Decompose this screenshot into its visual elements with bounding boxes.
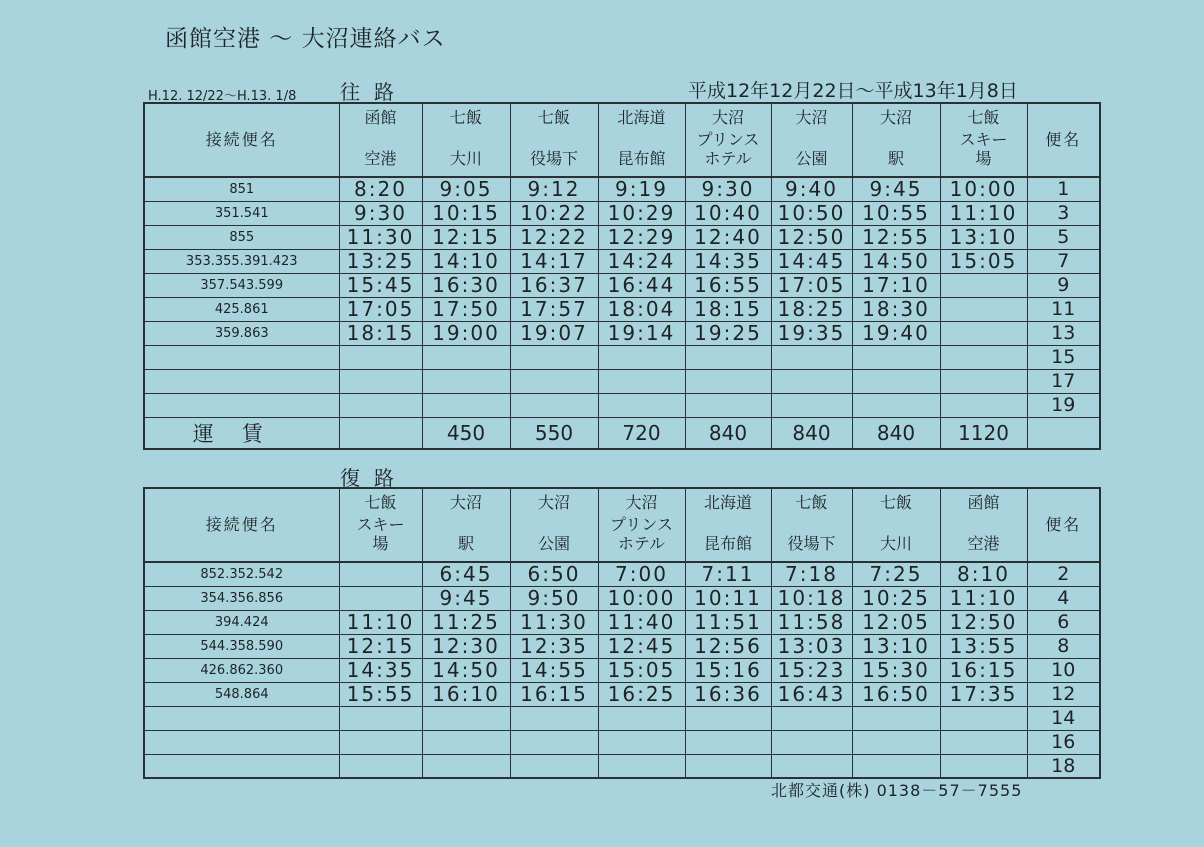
time-cell (685, 369, 771, 393)
time-cell: 12:50 (940, 610, 1027, 634)
time-cell (422, 706, 510, 730)
run-number-cell: 8 (1027, 634, 1100, 658)
stop-header (940, 488, 1027, 562)
time-cell (598, 706, 685, 730)
time-cell (598, 345, 685, 369)
time-cell: 15:05 (940, 249, 1027, 273)
stop-name-line (511, 131, 598, 150)
time-cell: 16:55 (685, 273, 771, 297)
time-cell (685, 706, 771, 730)
stop-name-line: 北海道 (703, 492, 752, 512)
run-number-cell: 14 (1027, 706, 1100, 730)
stop-name-line: スキー (356, 514, 405, 534)
time-cell (940, 297, 1027, 321)
fare-cell: 720 (598, 417, 685, 449)
time-cell (940, 730, 1027, 754)
stop-name-line: 七飯 (967, 107, 1000, 127)
connection-header: 接続便名 (144, 103, 339, 177)
time-cell: 16:15 (940, 658, 1027, 682)
time-cell: 12:05 (852, 610, 940, 634)
time-cell: 9:50 (510, 586, 598, 610)
time-cell: 11:40 (598, 610, 685, 634)
time-cell (339, 706, 422, 730)
time-cell (940, 754, 1027, 778)
table-row (144, 562, 1100, 586)
time-cell (598, 369, 685, 393)
time-cell (940, 321, 1027, 345)
time-cell (339, 754, 422, 778)
fare-cell (339, 417, 422, 449)
time-cell: 16:36 (685, 682, 771, 706)
outbound-label: 往路 (340, 80, 408, 104)
connection-cell (144, 345, 339, 369)
table-row (144, 177, 1100, 201)
time-cell (940, 369, 1027, 393)
time-cell: 12:15 (422, 225, 510, 249)
table-row (144, 249, 1100, 273)
table-row (144, 225, 1100, 249)
time-cell (940, 345, 1027, 369)
time-cell: 11:51 (685, 610, 771, 634)
time-cell (771, 369, 852, 393)
stop-name-line: 七飯 (364, 492, 397, 512)
time-cell (339, 586, 422, 610)
time-cell: 7:11 (685, 562, 771, 586)
stop-name-line: 函館 (364, 107, 397, 127)
time-cell: 9:45 (852, 177, 940, 201)
stop-name-line: 昆布館 (617, 148, 666, 168)
stop-name-line: ホテル (617, 533, 666, 553)
time-cell: 13:10 (940, 225, 1027, 249)
stop-name-line: 七飯 (795, 492, 828, 512)
time-cell: 10:29 (598, 201, 685, 225)
run-number-cell: 6 (1027, 610, 1100, 634)
time-cell: 14:24 (598, 249, 685, 273)
time-cell (339, 562, 422, 586)
time-cell: 16:25 (598, 682, 685, 706)
time-cell (422, 369, 510, 393)
time-cell: 13:10 (852, 634, 940, 658)
time-cell: 10:18 (771, 586, 852, 610)
stop-header (685, 488, 771, 562)
run-number-cell: 17 (1027, 369, 1100, 393)
time-cell: 16:43 (771, 682, 852, 706)
stop-name-line (772, 516, 852, 535)
time-cell (940, 706, 1027, 730)
time-cell (685, 730, 771, 754)
time-cell: 14:17 (510, 249, 598, 273)
time-cell (852, 730, 940, 754)
time-cell (771, 730, 852, 754)
time-cell (510, 369, 598, 393)
time-cell: 7:00 (598, 562, 685, 586)
time-cell: 18:04 (598, 297, 685, 321)
time-cell: 18:15 (339, 321, 422, 345)
table-row (144, 586, 1100, 610)
time-cell: 17:50 (422, 297, 510, 321)
stop-name-line (941, 516, 1027, 535)
table-row (144, 321, 1100, 345)
run-number-cell: 15 (1027, 345, 1100, 369)
time-cell (940, 273, 1027, 297)
time-cell: 9:05 (422, 177, 510, 201)
run-number-header: 便名 (1027, 488, 1100, 562)
table-row (144, 754, 1100, 778)
fare-cell: 550 (510, 417, 598, 449)
time-cell: 14:35 (685, 249, 771, 273)
fare-cell: 840 (852, 417, 940, 449)
time-cell: 16:15 (510, 682, 598, 706)
time-cell: 13:25 (339, 249, 422, 273)
time-cell: 19:00 (422, 321, 510, 345)
stop-name-line: 大沼 (711, 107, 744, 127)
run-number-cell: 16 (1027, 730, 1100, 754)
table-row (144, 730, 1100, 754)
time-cell: 14:35 (339, 658, 422, 682)
time-cell: 9:30 (339, 201, 422, 225)
stop-name-line: 大川 (879, 533, 912, 553)
period-short: H.12. 12/22～H.13. 1/8 (148, 89, 297, 104)
stop-header (940, 103, 1027, 177)
connection-cell: 548.864 (144, 682, 339, 706)
stop-header (771, 103, 852, 177)
time-cell: 19:35 (771, 321, 852, 345)
connection-cell: 351.541 (144, 201, 339, 225)
stop-name-line: 七飯 (879, 492, 912, 512)
stop-name-line: 役場下 (787, 533, 836, 553)
time-cell: 10:55 (852, 201, 940, 225)
stop-name-line (423, 516, 510, 535)
time-cell: 12:56 (685, 634, 771, 658)
run-number-cell: 18 (1027, 754, 1100, 778)
time-cell (771, 393, 852, 417)
time-cell: 12:50 (771, 225, 852, 249)
stop-name-line: 公園 (795, 148, 828, 168)
time-cell: 7:25 (852, 562, 940, 586)
time-cell: 12:15 (339, 634, 422, 658)
time-cell: 17:35 (940, 682, 1027, 706)
time-cell (422, 393, 510, 417)
inbound-label: 復路 (340, 466, 408, 490)
stop-name-line: 公園 (537, 533, 570, 553)
time-cell: 14:45 (771, 249, 852, 273)
stop-name-line: ホテル (704, 148, 752, 168)
time-cell: 16:37 (510, 273, 598, 297)
stop-name-line: 駅 (887, 148, 904, 168)
connection-header: 接続便名 (144, 488, 339, 562)
stop-name-line (511, 516, 598, 535)
connection-cell: 426.862.360 (144, 658, 339, 682)
time-cell: 17:05 (339, 297, 422, 321)
time-cell: 12:22 (510, 225, 598, 249)
connection-cell (144, 754, 339, 778)
time-cell: 12:30 (422, 634, 510, 658)
stop-name-line (772, 131, 852, 150)
connection-cell (144, 393, 339, 417)
connection-cell (144, 369, 339, 393)
outbound-timetable (143, 102, 1101, 450)
time-cell: 19:25 (685, 321, 771, 345)
stop-name-line: スキー (959, 129, 1008, 149)
stop-name-line: 大川 (449, 148, 482, 168)
connection-cell: 851 (144, 177, 339, 201)
time-cell: 10:00 (940, 177, 1027, 201)
table-row (144, 273, 1100, 297)
run-number-cell: 1 (1027, 177, 1100, 201)
time-cell: 9:12 (510, 177, 598, 201)
run-number-cell: 11 (1027, 297, 1100, 321)
time-cell (852, 345, 940, 369)
stop-name-line: プリンス (696, 129, 760, 149)
table-row (144, 369, 1100, 393)
time-cell (339, 369, 422, 393)
time-cell: 11:10 (940, 586, 1027, 610)
stop-name-line: 昆布館 (703, 533, 752, 553)
page-title: 函館空港 ～ 大沼連絡バス (165, 26, 446, 52)
stop-header (422, 103, 510, 177)
fare-cell: 450 (422, 417, 510, 449)
stop-name-line: 七飯 (537, 107, 570, 127)
table-row (144, 610, 1100, 634)
time-cell: 10:15 (422, 201, 510, 225)
time-cell: 12:35 (510, 634, 598, 658)
run-number-cell: 4 (1027, 586, 1100, 610)
run-number-cell: 5 (1027, 225, 1100, 249)
time-cell: 10:50 (771, 201, 852, 225)
time-cell (852, 706, 940, 730)
time-cell: 19:40 (852, 321, 940, 345)
stop-name-line: 役場下 (529, 148, 578, 168)
time-cell (852, 369, 940, 393)
stop-header (598, 488, 685, 562)
fare-cell: 840 (685, 417, 771, 449)
stop-name-line: 大沼 (879, 107, 912, 127)
stop-header (339, 488, 422, 562)
table-row (144, 658, 1100, 682)
time-cell: 14:50 (852, 249, 940, 273)
stop-name-line: 北海道 (617, 107, 666, 127)
connection-cell (144, 706, 339, 730)
time-cell: 7:18 (771, 562, 852, 586)
stop-name-line: 大沼 (449, 492, 482, 512)
run-number-cell: 10 (1027, 658, 1100, 682)
stop-name-line: 駅 (457, 533, 474, 553)
time-cell (685, 393, 771, 417)
operator-footer: 北都交通(株) 0138－57－7555 (771, 781, 1023, 800)
table-row (144, 682, 1100, 706)
stop-header (510, 103, 598, 177)
stop-header (685, 103, 771, 177)
time-cell: 12:29 (598, 225, 685, 249)
time-cell: 8:10 (940, 562, 1027, 586)
time-cell: 18:25 (771, 297, 852, 321)
time-cell (422, 754, 510, 778)
table-row (144, 201, 1100, 225)
stop-header (339, 103, 422, 177)
time-cell: 15:30 (852, 658, 940, 682)
connection-cell: 544.358.590 (144, 634, 339, 658)
fare-blank-cell (1027, 417, 1100, 449)
fare-cell: 840 (771, 417, 852, 449)
time-cell: 8:20 (339, 177, 422, 201)
time-cell: 12:45 (598, 634, 685, 658)
time-cell: 11:30 (339, 225, 422, 249)
time-cell (339, 393, 422, 417)
time-cell (685, 345, 771, 369)
time-cell: 11:58 (771, 610, 852, 634)
time-cell: 10:11 (685, 586, 771, 610)
stop-name-line: 場 (975, 148, 992, 168)
stop-name-line: 七飯 (449, 107, 482, 127)
time-cell: 15:16 (685, 658, 771, 682)
stop-name-line: プリンス (610, 514, 673, 534)
stop-name-line (853, 516, 940, 535)
connection-cell (144, 730, 339, 754)
inbound-timetable (143, 487, 1101, 779)
stop-header (852, 103, 940, 177)
fare-row (144, 417, 1100, 449)
stop-header (598, 103, 685, 177)
header-row (144, 103, 1100, 177)
time-cell: 16:44 (598, 273, 685, 297)
time-cell: 9:30 (685, 177, 771, 201)
time-cell: 10:25 (852, 586, 940, 610)
time-cell: 11:30 (510, 610, 598, 634)
time-cell: 14:50 (422, 658, 510, 682)
stop-header (510, 488, 598, 562)
time-cell: 15:05 (598, 658, 685, 682)
stop-name-line (853, 131, 940, 150)
time-cell: 17:57 (510, 297, 598, 321)
time-cell (422, 345, 510, 369)
time-cell (852, 393, 940, 417)
stop-name-line (340, 131, 422, 150)
time-cell (510, 393, 598, 417)
connection-cell: 855 (144, 225, 339, 249)
time-cell (940, 393, 1027, 417)
time-cell: 16:30 (422, 273, 510, 297)
time-cell: 11:10 (339, 610, 422, 634)
time-cell (852, 754, 940, 778)
time-cell (510, 345, 598, 369)
time-cell: 11:10 (940, 201, 1027, 225)
time-cell: 13:03 (771, 634, 852, 658)
time-cell: 6:50 (510, 562, 598, 586)
table-row (144, 393, 1100, 417)
run-number-header: 便名 (1027, 103, 1100, 177)
time-cell: 17:10 (852, 273, 940, 297)
time-cell: 9:40 (771, 177, 852, 201)
run-number-cell: 3 (1027, 201, 1100, 225)
time-cell: 9:19 (598, 177, 685, 201)
fare-label: 運賃 (144, 417, 339, 449)
period-long: 平成12年12月22日～平成13年1月8日 (688, 80, 1018, 102)
time-cell (598, 730, 685, 754)
time-cell (771, 706, 852, 730)
connection-cell: 425.861 (144, 297, 339, 321)
time-cell: 16:10 (422, 682, 510, 706)
time-cell: 12:40 (685, 225, 771, 249)
time-cell: 6:45 (422, 562, 510, 586)
run-number-cell: 9 (1027, 273, 1100, 297)
time-cell (510, 754, 598, 778)
time-cell (510, 706, 598, 730)
stop-name-line: 函館 (967, 492, 1000, 512)
time-cell (339, 730, 422, 754)
stop-name-line (423, 131, 510, 150)
time-cell (598, 754, 685, 778)
run-number-cell: 7 (1027, 249, 1100, 273)
time-cell: 18:30 (852, 297, 940, 321)
time-cell (685, 754, 771, 778)
time-cell: 10:22 (510, 201, 598, 225)
time-cell: 10:40 (685, 201, 771, 225)
stop-name-line: 大沼 (537, 492, 570, 512)
time-cell: 15:55 (339, 682, 422, 706)
time-cell: 13:55 (940, 634, 1027, 658)
time-cell: 11:25 (422, 610, 510, 634)
stop-name-line (599, 131, 685, 150)
time-cell: 10:00 (598, 586, 685, 610)
time-cell: 9:45 (422, 586, 510, 610)
stop-header (422, 488, 510, 562)
run-number-cell: 2 (1027, 562, 1100, 586)
connection-cell: 394.424 (144, 610, 339, 634)
stop-name-line: 大沼 (795, 107, 828, 127)
stop-name-line: 空港 (364, 148, 397, 168)
stop-header (771, 488, 852, 562)
time-cell: 18:15 (685, 297, 771, 321)
time-cell: 15:23 (771, 658, 852, 682)
time-cell (510, 730, 598, 754)
time-cell: 17:05 (771, 273, 852, 297)
time-cell: 19:14 (598, 321, 685, 345)
stop-name-line (686, 516, 771, 535)
time-cell: 12:55 (852, 225, 940, 249)
time-cell (339, 345, 422, 369)
time-cell (771, 754, 852, 778)
time-cell (771, 345, 852, 369)
connection-cell: 359.863 (144, 321, 339, 345)
time-cell: 19:07 (510, 321, 598, 345)
connection-cell: 852.352.542 (144, 562, 339, 586)
table-row (144, 345, 1100, 369)
time-cell: 14:55 (510, 658, 598, 682)
time-cell (422, 730, 510, 754)
run-number-cell: 13 (1027, 321, 1100, 345)
table-row (144, 634, 1100, 658)
time-cell: 16:50 (852, 682, 940, 706)
fare-cell: 1120 (940, 417, 1027, 449)
time-cell: 14:10 (422, 249, 510, 273)
connection-cell: 357.543.599 (144, 273, 339, 297)
stop-name-line: 空港 (967, 533, 1000, 553)
stop-name-line: 場 (372, 533, 389, 553)
run-number-cell: 19 (1027, 393, 1100, 417)
stop-header (852, 488, 940, 562)
connection-cell: 354.356.856 (144, 586, 339, 610)
header-row (144, 488, 1100, 562)
stop-name-line: 大沼 (625, 492, 658, 512)
run-number-cell: 12 (1027, 682, 1100, 706)
time-cell (598, 393, 685, 417)
connection-cell: 353.355.391.423 (144, 249, 339, 273)
table-row (144, 297, 1100, 321)
table-row (144, 706, 1100, 730)
time-cell: 15:45 (339, 273, 422, 297)
